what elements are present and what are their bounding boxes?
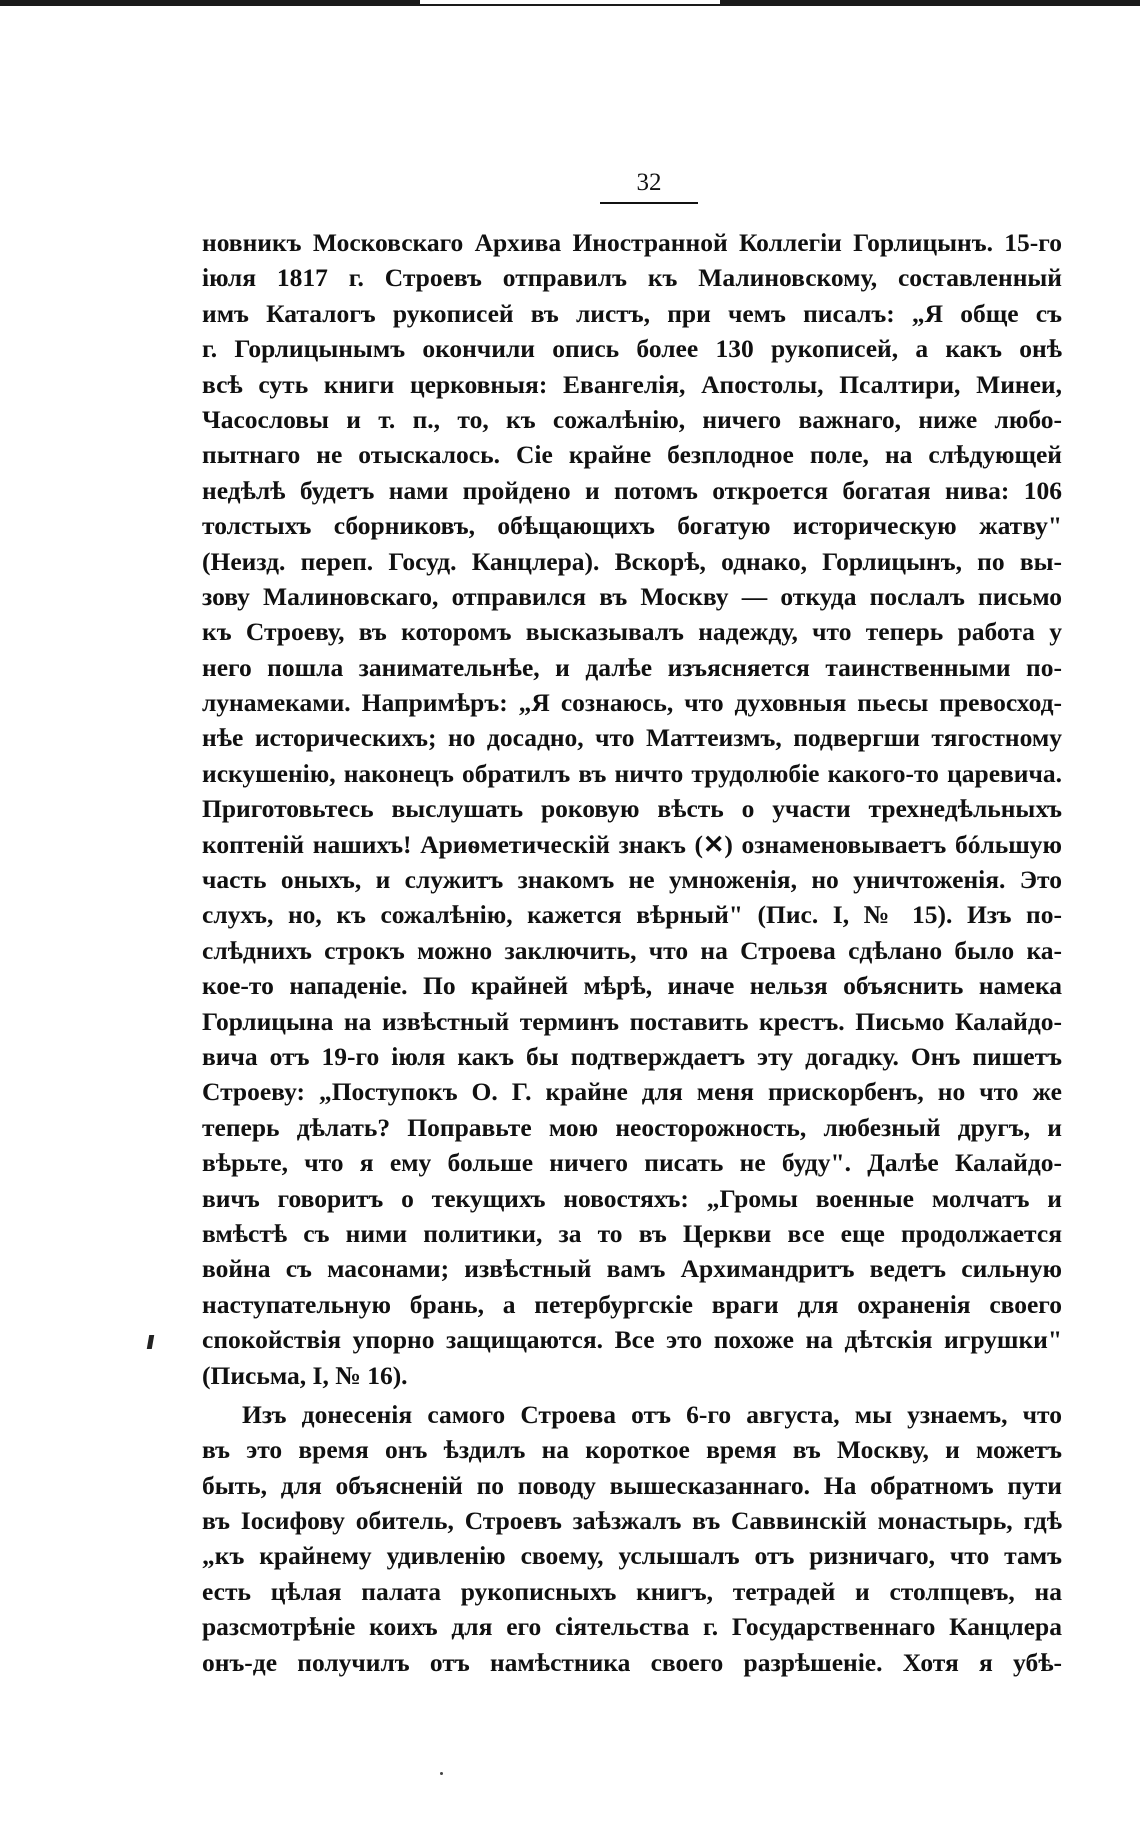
text-line: Приготовьтесь выслушать роковую вѣсть о участи трехнедѣльныхъ — [202, 794, 1062, 824]
text-line: въ это время онъ ѣздилъ на короткое время въ Москву, и можетъ — [202, 1435, 1062, 1465]
text-line: г. Горлицынымъ окончили опись более 130 рукописей, а какъ онѣ — [202, 334, 1062, 364]
text-line: іюля 1817 г. Строевъ отправилъ къ Малиновскому, составленный — [202, 263, 1062, 293]
text-line: (Письма, I, № 16). — [202, 1360, 408, 1390]
text-line: спокойствія упорно защищаются. Все это похоже на дѣтскія игрушки" — [202, 1325, 1062, 1355]
page-number-rule — [600, 202, 698, 204]
text-line: слухъ, но, къ сожалѣнію, кажется вѣрный" (Пис. I, № 15). Изъ по- — [202, 900, 1062, 930]
scan-top-edge-gap — [420, 0, 720, 4]
text-line: слѣднихъ строкъ можно заключить, что на Строева сдѣлано было ка- — [202, 935, 1062, 965]
text-line: коптеній нашихъ! Ариѳметическій знакъ (✕) ознаменовываетъ бóльшую — [202, 829, 1062, 859]
text-line: къ Строеву, въ которомъ высказывалъ надежду, что теперь работа у — [202, 617, 1062, 647]
text-line: нѣе историческихъ; но досадно, что Маттеизмъ, подвергши тягостному — [202, 723, 1062, 753]
text-line: всѣ суть книги церковныя: Евангелія, Апостолы, Псалтири, Минеи, — [202, 369, 1062, 399]
text-line: толстыхъ сборниковъ, обѣщающихъ богатую историческую жатву" — [202, 511, 1062, 541]
text-line: теперь дѣлать? Поправьте мою неосторожность, любезный другъ, и — [202, 1112, 1062, 1142]
text-line: вмѣстѣ съ ними политики, за то въ Церкви все еще продолжается — [202, 1218, 1062, 1248]
text-line: вичъ говоритъ о текущихъ новостяхъ: „Громы военные молчатъ и — [202, 1183, 1062, 1213]
scan-speck — [147, 1335, 154, 1349]
text-line: вѣрьте, что я ему больше ничего писать не буду". Далѣе Калайдо- — [202, 1148, 1062, 1178]
paragraph — [202, 225, 1062, 1393]
text-line: Строеву: „Поступокъ О. Г. крайне для меня прискорбенъ, но что же — [202, 1077, 1062, 1107]
page-number: 32 — [636, 169, 662, 196]
text-line: вича отъ 19-го іюля какъ бы подтверждаетъ эту догадку. Онъ пишетъ — [202, 1041, 1062, 1071]
text-line: быть, для объясненій по поводу вышесказаннаго. На обратномъ пути — [202, 1470, 1062, 1500]
text-line: разсмотрѣніе коихъ для его сіятельства г. Государственнаго Канцлера — [202, 1612, 1062, 1642]
text-line: въ Іосифову обитель, Строевъ заѣзжалъ въ Саввинскій монастырь, гдѣ — [202, 1506, 1062, 1536]
text-line: „къ крайнему удивленію своему, услышалъ отъ ризничаго, что тамъ — [202, 1541, 1062, 1571]
text-line: Горлицына на извѣстный терминъ поставить крестъ. Письмо Калайдо- — [202, 1006, 1062, 1036]
text-line: недѣлѣ будетъ нами пройдено и потомъ откроется богатая нива: 106 — [202, 475, 1062, 505]
paragraph — [202, 1397, 1062, 1680]
text-line: новникъ Московскаго Архива Иностранной Коллегіи Горлицынъ. 15-го — [202, 228, 1062, 257]
page-header — [600, 168, 698, 204]
text-line: (Неизд. переп. Госуд. Канцлера). Вскорѣ, однако, Горлицынъ, по вы- — [202, 546, 1062, 576]
text-line: зову Малиновскаго, отправился въ Москву — откуда послалъ письмо — [202, 581, 1062, 611]
scan-dot — [440, 1772, 443, 1775]
text-line: Изъ донесенія самого Строева отъ 6-го августа, мы узнаемъ, что — [242, 1399, 1062, 1429]
text-line: кое-то нападеніе. По крайней мѣрѣ, иначе нельзя объяснить намека — [202, 971, 1062, 1001]
body-text — [202, 225, 1062, 1680]
text-line: имъ Каталогъ рукописей въ листъ, при чемъ писалъ: „Я обще съ — [202, 298, 1062, 328]
text-line: него пошла занимательнѣе, и далѣе изъясняется таинственными по- — [202, 652, 1062, 682]
text-line: искушенію, наконецъ обратилъ въ ничто трудолюбіе какого-то царевича. — [202, 758, 1062, 788]
text-line: пытнаго не отыскалось. Сіе крайне безплодное поле, на слѣдующей — [202, 440, 1062, 470]
text-line: наступательную брань, а петербургскіе враги для охраненія своего — [202, 1289, 1062, 1319]
text-line: Часословы и т. п., то, къ сожалѣнію, ничего важнаго, ниже любо- — [202, 404, 1062, 434]
text-line: война съ масонами; извѣстный вамъ Архимандритъ ведетъ сильную — [202, 1254, 1062, 1284]
text-line: онъ-де получилъ отъ намѣстника своего разрѣшеніе. Хотя я убѣ- — [202, 1647, 1062, 1677]
text-line: часть оныхъ, и служитъ знакомъ не умноженія, но уничтоженія. Это — [202, 865, 1062, 895]
text-line: есть цѣлая палата рукописныхъ книгъ, тетрадей и столпцевъ, на — [202, 1576, 1062, 1606]
text-line: лунамеками. Напримѣръ: „Я сознаюсь, что духовныя пьесы превосход- — [202, 688, 1062, 718]
